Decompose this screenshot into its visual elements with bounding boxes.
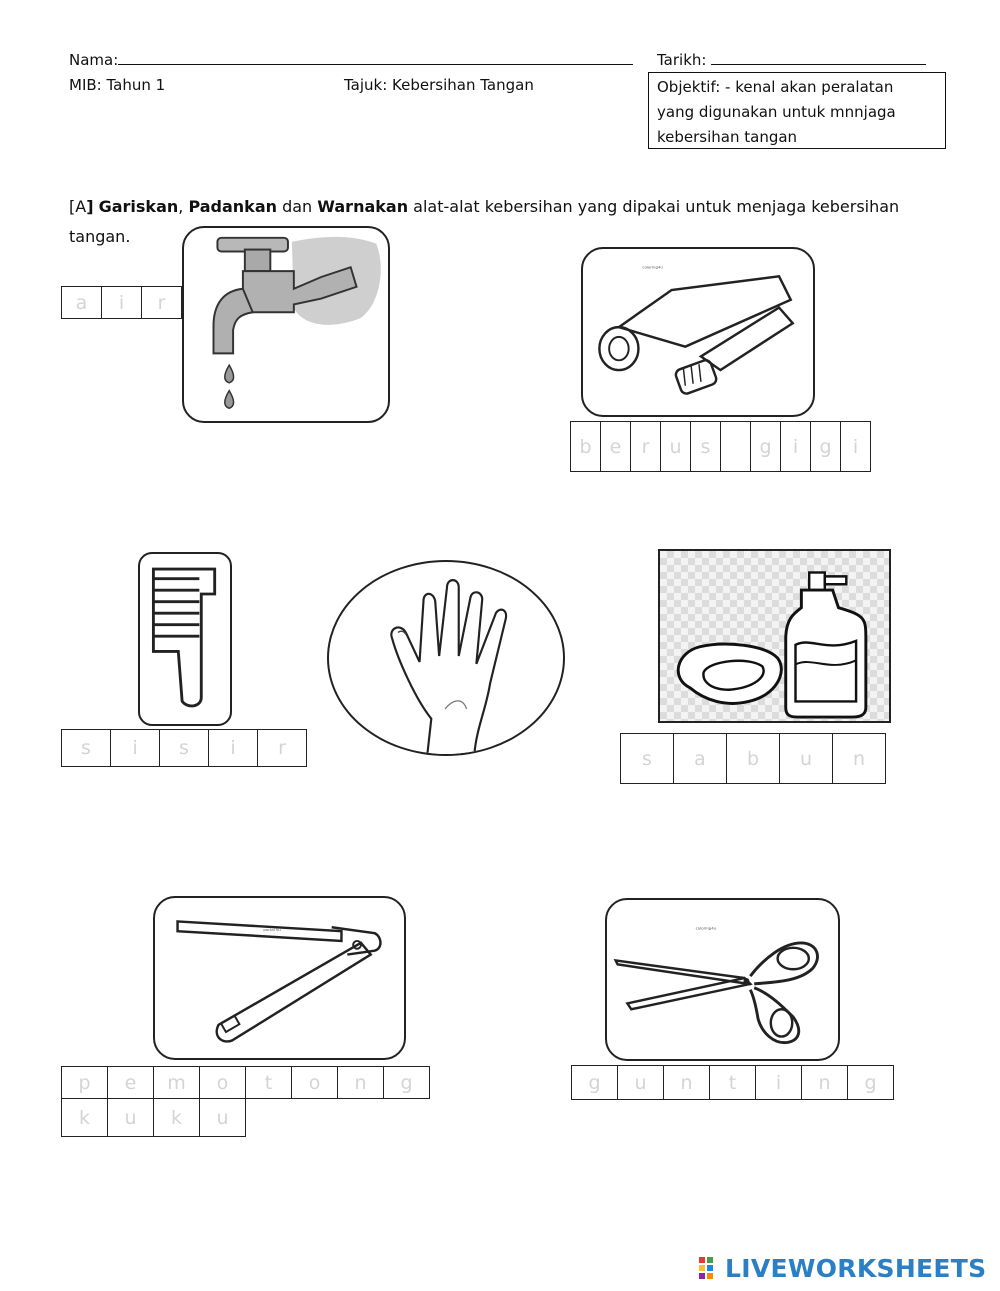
word-boxes-sikat — [61, 730, 307, 767]
letter-box[interactable]: n — [832, 733, 886, 784]
hand-icon — [329, 562, 563, 754]
soap-icon — [660, 551, 889, 721]
mib-label: MIB: Tahun 1 — [69, 76, 166, 94]
comb-icon — [140, 554, 230, 724]
faucet-icon — [184, 228, 388, 421]
letter-box[interactable]: m — [153, 1066, 200, 1099]
word-boxes-gunting — [571, 1066, 894, 1100]
instr-joiner: dan — [282, 197, 313, 216]
objektif-box — [648, 72, 946, 149]
letter-box[interactable] — [720, 421, 751, 472]
letter-box[interactable]: o — [291, 1066, 338, 1099]
letter-box[interactable]: n — [801, 1065, 848, 1100]
letter-box[interactable]: t — [709, 1065, 756, 1100]
tarikh-label: Tarikh: — [657, 51, 707, 69]
letter-box[interactable]: s — [690, 421, 721, 472]
letter-box[interactable]: i — [101, 286, 142, 319]
nail-clipper-card — [153, 896, 406, 1060]
letter-box[interactable]: u — [199, 1098, 246, 1137]
faucet-card — [182, 226, 390, 423]
letter-box[interactable]: k — [61, 1098, 108, 1137]
credit-scissors: coloring4u — [695, 925, 717, 931]
instr-comma: , — [178, 197, 184, 216]
objektif-line1: Objektif: - kenal akan peralatan — [657, 78, 894, 96]
hand-oval — [327, 560, 565, 756]
letter-box[interactable]: p — [61, 1066, 108, 1099]
instr-bracket: ] — [86, 197, 94, 216]
letter-box[interactable]: n — [663, 1065, 710, 1100]
letter-box[interactable]: g — [750, 421, 781, 472]
letter-box[interactable]: b — [726, 733, 780, 784]
letter-box[interactable]: g — [847, 1065, 894, 1100]
letter-box[interactable]: i — [208, 729, 258, 767]
liveworksheets-icon — [698, 1256, 722, 1282]
letter-box[interactable]: e — [600, 421, 631, 472]
tarikh-line — [657, 48, 926, 69]
tajuk-label: Tajuk: Kebersihan Tangan — [344, 76, 534, 94]
credit-toothpaste: coloring4u — [642, 264, 663, 270]
letter-box[interactable]: u — [660, 421, 691, 472]
letter-box[interactable]: u — [617, 1065, 664, 1100]
instruction-line1 — [69, 192, 919, 222]
toothpaste-icon — [583, 249, 813, 415]
letter-box[interactable]: r — [257, 729, 307, 767]
tarikh-underline[interactable] — [711, 48, 926, 65]
letter-box[interactable]: k — [153, 1098, 200, 1137]
objektif-line3: kebersihan tangan — [657, 128, 798, 146]
letter-box[interactable]: n — [337, 1066, 384, 1099]
letter-box[interactable]: u — [107, 1098, 154, 1137]
soap-card — [658, 549, 891, 723]
letter-box[interactable]: i — [840, 421, 871, 472]
nama-line — [69, 48, 633, 69]
instr-verb3: Warnakan — [317, 197, 409, 216]
word-boxes-air — [61, 287, 182, 319]
letter-box[interactable]: a — [673, 733, 727, 784]
letter-box[interactable]: e — [107, 1066, 154, 1099]
letter-box[interactable]: g — [810, 421, 841, 472]
word-boxes-pemotong — [61, 1067, 430, 1099]
nail-clipper-icon — [155, 898, 404, 1058]
word-boxes-sabun — [620, 734, 886, 784]
letter-box[interactable]: r — [141, 286, 182, 319]
letter-box[interactable]: g — [383, 1066, 430, 1099]
letter-box[interactable]: s — [620, 733, 674, 784]
letter-box[interactable]: o — [199, 1066, 246, 1099]
letter-box[interactable]: s — [61, 729, 111, 767]
scissors-icon — [607, 900, 838, 1059]
objektif-line2: yang digunakan untuk mnnjaga — [657, 103, 896, 121]
letter-box[interactable]: i — [780, 421, 811, 472]
liveworksheets-logo[interactable] — [698, 1254, 986, 1283]
letter-box[interactable]: r — [630, 421, 661, 472]
instr-verb2: Padankan — [188, 197, 277, 216]
letter-box[interactable]: t — [245, 1066, 292, 1099]
credit-clipper: portal ku — [263, 927, 281, 933]
letter-box[interactable]: u — [779, 733, 833, 784]
word-boxes-kuku — [61, 1099, 246, 1137]
comb-card — [138, 552, 232, 726]
letter-box[interactable]: a — [61, 286, 102, 319]
instruction-line2: tangan. — [69, 227, 131, 246]
instr-rest1: alat-alat kebersihan yang dipakai untuk menjaga kebersihan — [413, 197, 900, 216]
nama-label: Nama: — [69, 51, 119, 69]
toothpaste-card — [581, 247, 815, 417]
letter-box[interactable]: s — [159, 729, 209, 767]
liveworksheets-brand: LIVEWORKSHEETS — [725, 1254, 987, 1283]
letter-box[interactable]: g — [571, 1065, 618, 1100]
nama-underline[interactable] — [118, 48, 633, 65]
letter-box[interactable]: i — [110, 729, 160, 767]
instr-prefix: [A — [69, 197, 87, 216]
letter-box[interactable]: b — [570, 421, 601, 472]
instr-verb1: Gariskan — [98, 197, 179, 216]
scissors-card — [605, 898, 840, 1061]
letter-box[interactable]: i — [755, 1065, 802, 1100]
word-boxes-berus-gigi — [570, 422, 871, 472]
